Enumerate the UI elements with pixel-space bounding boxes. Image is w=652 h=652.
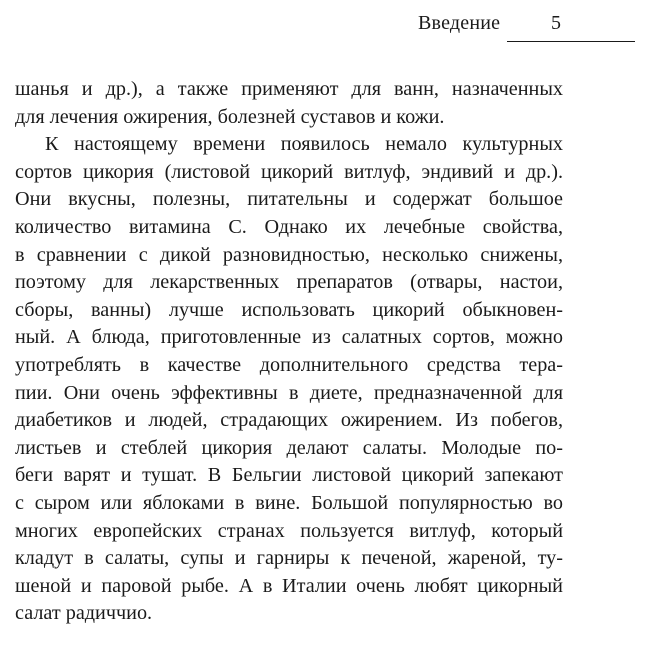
text-line: салат радиччио.	[15, 602, 153, 625]
text-line: К настоящему времени появилось немало культурных	[45, 133, 563, 156]
text-line: многих европейских странах пользуется витлуф, который	[15, 519, 563, 542]
section-title: Введение	[418, 12, 501, 34]
text-line: Они вкусны, полезны, питательны и содержат большое	[15, 188, 563, 211]
page-number: 5	[551, 12, 561, 34]
text-line: пии. Они очень эффективны в диете, предназначенной для	[15, 381, 563, 404]
text-line: беги варят и тушат. В Бельгии листовой цикорий запекают	[15, 464, 563, 487]
text-line: сборы, ванны) лучше использовать цикорий обыкновен-	[15, 298, 563, 321]
text-line: поэтому для лекарственных препаратов (отвары, настои,	[15, 271, 563, 294]
header-rule	[507, 41, 635, 42]
text-line: листьев и стеблей цикория делают салаты. Молодые по-	[15, 436, 563, 459]
text-line: с сыром или яблоками в вине. Большой популярностью во	[15, 491, 563, 514]
text-line: сортов цикория (листовой цикорий витлуф, эндивий и др.).	[15, 160, 563, 183]
running-head	[0, 0, 652, 48]
text-line: количество витамина С. Однако их лечебные свойства,	[15, 215, 563, 238]
text-line: для лечения ожирения, болезней суставов и кожи.	[15, 105, 445, 128]
text-line: в сравнении с дикой разновидностью, несколько снижены,	[15, 243, 563, 266]
text-line: диабетиков и людей, страдающих ожирением. Из побегов,	[15, 409, 563, 432]
text-line: употреблять в качестве дополнительного средства тера-	[15, 353, 563, 376]
text-line: кладут в салаты, супы и гарниры к печеной, жареной, ту-	[15, 547, 563, 570]
text-line: ный. А блюда, приготовленные из салатных сортов, можно	[15, 326, 563, 349]
text-line: шанья и др.), а также применяют для ванн, назначенных	[15, 78, 563, 100]
body-text	[15, 76, 563, 628]
text-line: шеной и паровой рыбе. А в Италии очень любят цикорный	[15, 574, 563, 597]
